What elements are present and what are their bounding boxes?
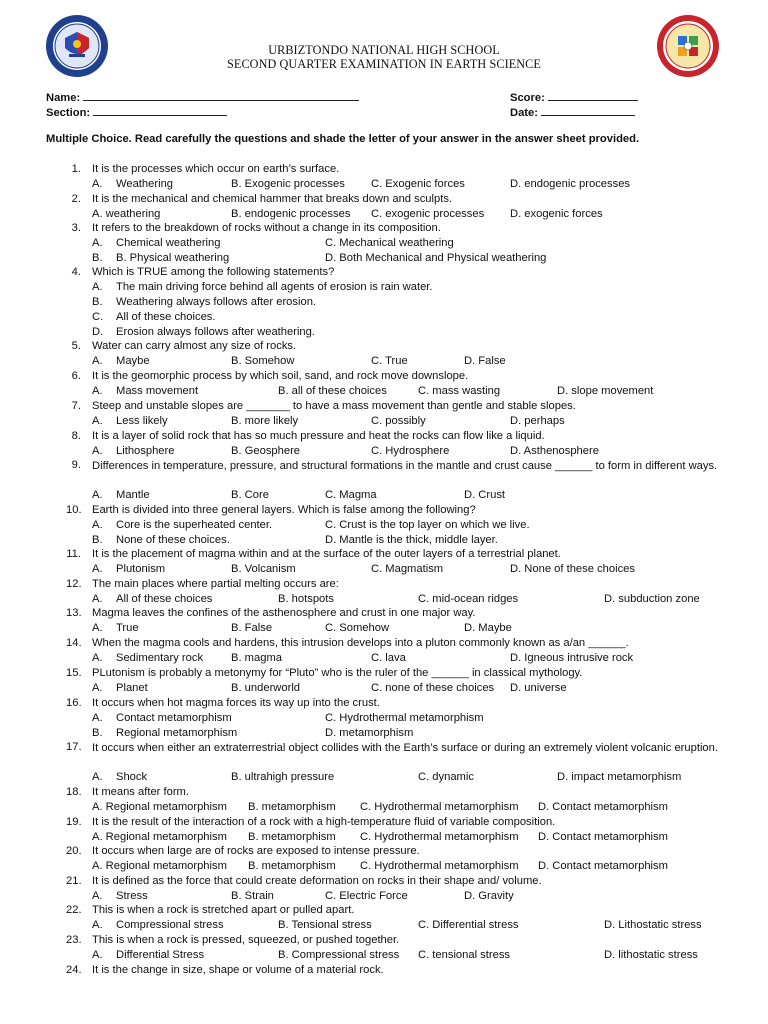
answer-option: All of these choices. bbox=[116, 311, 216, 323]
answer-option: A. Regional metamorphism bbox=[92, 831, 227, 843]
question-number: 23. bbox=[66, 934, 82, 946]
answer-option: B. bbox=[92, 296, 103, 308]
answer-option: C. bbox=[92, 311, 104, 323]
answer-option: D. Lithostatic stress bbox=[604, 919, 702, 931]
question-text: This is when a rock is stretched apart or pulled apart. bbox=[92, 904, 355, 916]
answer-option: B. magma bbox=[231, 652, 282, 664]
answer-option: B. False bbox=[231, 622, 273, 634]
score-blank[interactable] bbox=[548, 89, 638, 101]
answer-option: C. Exogenic forces bbox=[371, 178, 465, 190]
answer-option: C. possibly bbox=[371, 415, 426, 427]
answer-option: D. Igneous intrusive rock bbox=[510, 652, 634, 664]
answer-option: C. True bbox=[371, 355, 408, 367]
answer-option: B. all of these choices bbox=[278, 385, 387, 397]
score-field bbox=[510, 89, 638, 104]
answer-option: C. dynamic bbox=[418, 771, 474, 783]
question-number: 19. bbox=[66, 816, 82, 828]
answer-option: Less likely bbox=[116, 415, 168, 427]
name-field bbox=[46, 89, 359, 104]
answer-option: B. metamorphism bbox=[248, 831, 336, 843]
answer-option: C. Hydrothermal metamorphism bbox=[360, 860, 519, 872]
answer-option: C. Magmatism bbox=[371, 563, 444, 575]
answer-option: B. more likely bbox=[231, 415, 299, 427]
question-number: 17. bbox=[66, 741, 82, 753]
answer-option: A. bbox=[92, 355, 103, 367]
answer-option: D. metamorphism bbox=[325, 727, 414, 739]
answer-option: A. bbox=[92, 622, 103, 634]
answer-option: C. tensional stress bbox=[418, 949, 511, 961]
question-text: It is the result of the interaction of a rock with a high-temperature fluid of variable composition. bbox=[92, 816, 556, 828]
exam-title: SECOND QUARTER EXAMINATION IN EARTH SCIENCE bbox=[227, 57, 541, 71]
question-number: 16. bbox=[66, 697, 82, 709]
question-text: It occurs when hot magma forces its way up into the crust. bbox=[92, 697, 380, 709]
question-number: 1. bbox=[71, 163, 81, 175]
answer-option: B. metamorphism bbox=[248, 860, 336, 872]
answer-option: Regional metamorphism bbox=[116, 727, 238, 739]
answer-option: All of these choices bbox=[116, 593, 213, 605]
question-text: It is the mechanical and chemical hammer that breaks down and sculpts. bbox=[92, 193, 453, 205]
answer-option: B. Strain bbox=[231, 890, 274, 902]
answer-option: D. Contact metamorphism bbox=[538, 801, 668, 813]
question-text: Magma leaves the confines of the asthenosphere and crust in one major way. bbox=[92, 607, 476, 619]
question-number: 15. bbox=[66, 667, 82, 679]
answer-option: B. Volcanism bbox=[231, 563, 296, 575]
answer-option: A. bbox=[92, 890, 103, 902]
answer-option: Compressional stress bbox=[116, 919, 224, 931]
answer-option: Sedimentary rock bbox=[116, 652, 204, 664]
answer-option: C. Mechanical weathering bbox=[325, 237, 454, 249]
answer-option: A. bbox=[92, 593, 103, 605]
question-text: It is the change in size, shape or volume of a material rock. bbox=[92, 964, 384, 976]
answer-option: C. none of these choices bbox=[371, 682, 495, 694]
question-text: Water can carry almost any size of rocks. bbox=[92, 340, 297, 352]
answer-option: A. bbox=[92, 519, 103, 531]
answer-option: B. Compressional stress bbox=[278, 949, 400, 961]
question-number: 5. bbox=[71, 340, 81, 352]
answer-option: Weathering bbox=[116, 178, 174, 190]
date-blank[interactable] bbox=[541, 104, 635, 116]
answer-option: B. bbox=[92, 727, 103, 739]
answer-option: A. bbox=[92, 682, 103, 694]
answer-option: C. Differential stress bbox=[418, 919, 519, 931]
answer-option: Contact metamorphism bbox=[116, 712, 232, 724]
answer-option: A. bbox=[92, 489, 103, 501]
answer-option: A. bbox=[92, 919, 103, 931]
answer-option: A. bbox=[92, 237, 103, 249]
answer-option: C. mid-ocean ridges bbox=[418, 593, 519, 605]
answer-option: Erosion always follows after weathering. bbox=[116, 326, 315, 338]
answer-option: A. weathering bbox=[92, 208, 161, 220]
question-text: Earth is divided into three general layers. Which is false among the following? bbox=[92, 504, 476, 516]
answer-option: A. bbox=[92, 563, 103, 575]
answer-option: D. perhaps bbox=[510, 415, 565, 427]
question-text: It occurs when either an extraterrestrial object collides with the Earth’s surface or during an extremely violent volcanic eruption. bbox=[92, 742, 718, 754]
answer-option: A. bbox=[92, 415, 103, 427]
answer-option: B. Geosphere bbox=[231, 445, 301, 457]
answer-option: Mass movement bbox=[116, 385, 199, 397]
answer-option: D. impact metamorphism bbox=[557, 771, 682, 783]
answer-option: C. Hydrothermal metamorphism bbox=[360, 831, 519, 843]
question-text: Steep and unstable slopes are _______ to have a mass movement than gentle and stable slopes. bbox=[92, 400, 576, 412]
answer-option: D. universe bbox=[510, 682, 567, 694]
question-number: 11. bbox=[66, 548, 81, 560]
date-label: Date: bbox=[510, 107, 538, 119]
answer-option: Lithosphere bbox=[116, 445, 175, 457]
question-text: Which is TRUE among the following statements? bbox=[92, 266, 335, 278]
answer-option: C. Hydrothermal metamorphism bbox=[325, 712, 484, 724]
answer-option: B. Exogenic processes bbox=[231, 178, 345, 190]
answer-option: D. Both Mechanical and Physical weathering bbox=[325, 252, 547, 264]
question-text: The main places where partial melting occurs are: bbox=[92, 578, 339, 590]
answer-option: C. Hydrothermal metamorphism bbox=[360, 801, 519, 813]
question-text: Differences in temperature, pressure, and structural formations in the mantle and crust cause ______ to form in different ways. bbox=[92, 460, 718, 472]
answer-option: Weathering always follows after erosion. bbox=[116, 296, 317, 308]
answer-option: D. False bbox=[464, 355, 506, 367]
question-number: 7. bbox=[71, 400, 81, 412]
answer-option: D. Mantle is the thick, middle layer. bbox=[325, 534, 498, 546]
answer-option: C. Hydrosphere bbox=[371, 445, 450, 457]
answer-option: D. Crust bbox=[464, 489, 506, 501]
answer-option: B. bbox=[92, 252, 103, 264]
answer-option: A. bbox=[92, 445, 103, 457]
question-number: 18. bbox=[66, 786, 82, 798]
question-number: 10. bbox=[66, 504, 82, 516]
answer-option: D. Contact metamorphism bbox=[538, 860, 668, 872]
answer-option: C. exogenic processes bbox=[371, 208, 485, 220]
question-number: 20. bbox=[66, 845, 82, 857]
question-text: When the magma cools and hardens, this intrusion develops into a pluton commonly known as a/an ______. bbox=[92, 637, 629, 649]
question-text: It is a layer of solid rock that has so much pressure and heat the rocks can flow like a liquid. bbox=[92, 430, 545, 442]
question-number: 8. bbox=[71, 430, 81, 442]
answer-option: B. metamorphism bbox=[248, 801, 336, 813]
question-text: It means after form. bbox=[92, 786, 189, 798]
question-text: This is when a rock is pressed, squeezed, or pushed together. bbox=[92, 934, 400, 946]
question-text: It occurs when large are of rocks are exposed to intense pressure. bbox=[92, 845, 420, 857]
score-label: Score: bbox=[510, 92, 545, 104]
question-text: It is the placement of magma within and at the surface of the outer layers of a terrestrial planet. bbox=[92, 548, 561, 560]
question-number: 2. bbox=[71, 193, 81, 205]
question-number: 3. bbox=[71, 222, 81, 234]
section-field bbox=[46, 104, 227, 119]
answer-option: D. None of these choices bbox=[510, 563, 635, 575]
question-number: 6. bbox=[71, 370, 81, 382]
answer-option: B. ultrahigh pressure bbox=[231, 771, 335, 783]
answer-option: D. Gravity bbox=[464, 890, 514, 902]
question-number: 24. bbox=[66, 964, 82, 976]
answer-option: B. Tensional stress bbox=[278, 919, 372, 931]
question-number: 12. bbox=[66, 578, 82, 590]
answer-option: D. Maybe bbox=[464, 622, 512, 634]
question-text: PLutonism is probably a metonymy for “Pluto” who is the ruler of the ______ in classical mythology. bbox=[92, 667, 583, 679]
answer-option: B. bbox=[92, 534, 103, 546]
answer-option: A. bbox=[92, 712, 103, 724]
answer-option: B. hotspots bbox=[278, 593, 334, 605]
answer-option: Plutonism bbox=[116, 563, 166, 575]
answer-option: D. Asthenosphere bbox=[510, 445, 599, 457]
answer-option: A. Regional metamorphism bbox=[92, 801, 227, 813]
answer-option: Chemical weathering bbox=[116, 237, 221, 249]
answer-option: A. bbox=[92, 771, 103, 783]
answer-option: A. bbox=[92, 281, 103, 293]
answer-option: D. bbox=[92, 326, 104, 338]
question-number: 13. bbox=[66, 607, 82, 619]
answer-option: D. exogenic forces bbox=[510, 208, 603, 220]
section-blank[interactable] bbox=[93, 104, 227, 116]
answer-option: D. endogenic processes bbox=[510, 178, 631, 190]
section-label: Section: bbox=[46, 107, 91, 119]
answer-option: The main driving force behind all agents of erosion is rain water. bbox=[116, 281, 433, 293]
question-number: 14. bbox=[66, 637, 82, 649]
answer-option: Core is the superheated center. bbox=[116, 519, 273, 531]
answer-option: D. slope movement bbox=[557, 385, 654, 397]
answer-option: B. underworld bbox=[231, 682, 301, 694]
question-text: It refers to the breakdown of rocks without a change in its composition. bbox=[92, 222, 441, 234]
school-name: URBIZTONDO NATIONAL HIGH SCHOOL bbox=[268, 43, 500, 57]
answer-option: B. endogenic processes bbox=[231, 208, 351, 220]
answer-option: C. lava bbox=[371, 652, 406, 664]
answer-option: C. Crust is the top layer on which we live. bbox=[325, 519, 530, 531]
name-label: Name: bbox=[46, 92, 81, 104]
answer-option: D. lithostatic stress bbox=[604, 949, 698, 961]
answer-option: Differential Stress bbox=[116, 949, 205, 961]
answer-option: A. Regional metamorphism bbox=[92, 860, 227, 872]
date-field bbox=[510, 104, 635, 119]
answer-option: C. Somehow bbox=[325, 622, 390, 634]
question-number: 9. bbox=[71, 459, 81, 471]
answer-option: D. Contact metamorphism bbox=[538, 831, 668, 843]
answer-option: Planet bbox=[116, 682, 148, 694]
answer-option: C. Magma bbox=[325, 489, 377, 501]
answer-option: C. Electric Force bbox=[325, 890, 408, 902]
answer-option: Mantle bbox=[116, 489, 150, 501]
answer-option: B. Physical weathering bbox=[116, 252, 230, 264]
question-number: 22. bbox=[66, 904, 82, 916]
answer-option: D. subduction zone bbox=[604, 593, 700, 605]
answer-option: A. bbox=[92, 949, 103, 961]
question-text: It is the geomorphic process by which soil, sand, and rock move downslope. bbox=[92, 370, 469, 382]
answer-option: True bbox=[116, 622, 139, 634]
instructions: Multiple Choice. Read carefully the questions and shade the letter of your answer in the answer sheet provided. bbox=[46, 133, 640, 145]
answer-option: A. bbox=[92, 652, 103, 664]
answer-option: Shock bbox=[116, 771, 148, 783]
question-text: It is the processes which occur on earth’s surface. bbox=[92, 163, 340, 175]
answer-option: C. mass wasting bbox=[418, 385, 501, 397]
answer-option: None of these choices. bbox=[116, 534, 230, 546]
answer-option: Maybe bbox=[116, 355, 150, 367]
question-text: It is defined as the force that could create deformation on rocks in their shape and/ volume. bbox=[92, 875, 542, 887]
answer-option: B. Core bbox=[231, 489, 269, 501]
answer-option: Stress bbox=[116, 890, 148, 902]
answer-option: A. bbox=[92, 178, 103, 190]
answer-option: A. bbox=[92, 385, 103, 397]
question-number: 4. bbox=[71, 266, 81, 278]
name-blank[interactable] bbox=[83, 89, 359, 101]
question-number: 21. bbox=[66, 875, 82, 887]
answer-option: B. Somehow bbox=[231, 355, 295, 367]
